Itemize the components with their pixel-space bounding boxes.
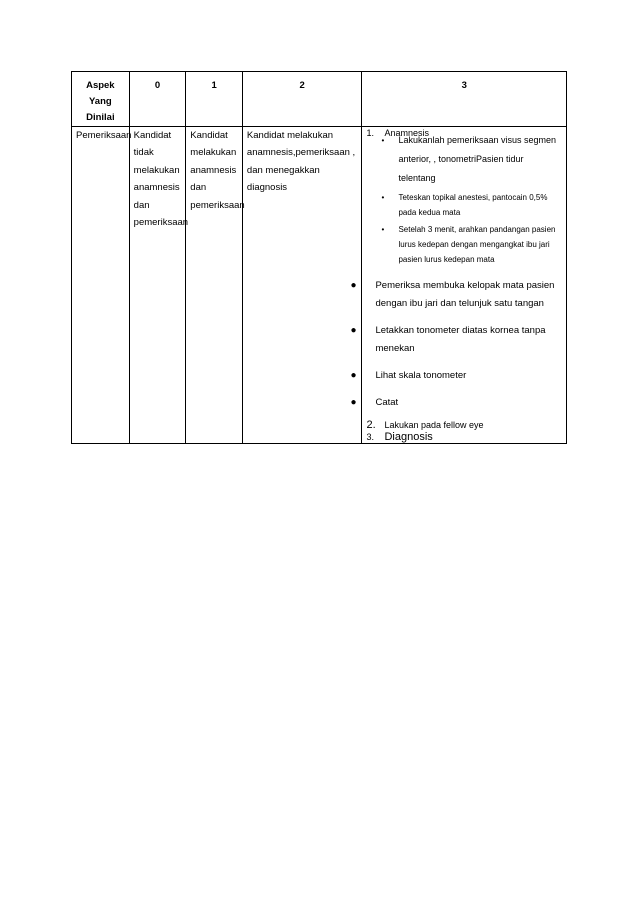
item-label: Diagnosis: [384, 431, 433, 443]
header-score-3: 3: [362, 72, 567, 127]
bullet-icon: •: [381, 225, 385, 234]
list-item-text: Lihat skala tonometer: [375, 370, 467, 381]
bullet-icon: •: [381, 193, 385, 202]
bullet-icon: ●: [350, 280, 357, 291]
score-0-cell: Kandidat tidak melakukan anamnesis dan pemeriksaan: [129, 127, 186, 444]
header-score-0: 0: [129, 72, 186, 127]
header-aspek: Aspek Yang Dinilai: [72, 72, 130, 127]
list-item-text: Letakkan tonometer diatas kornea tanpa menekan: [375, 325, 546, 354]
list-item-text: Lakukanlah pemeriksaan visus segmen anterior, , tonometriPasien tidur telentang: [398, 135, 557, 183]
numbered-item-diagnosis: [366, 431, 562, 443]
list-item-text: Catat: [375, 397, 399, 408]
list-item: [350, 394, 562, 412]
list-item: [381, 131, 562, 188]
list-item: [350, 277, 562, 313]
list-item-text: Pemeriksa membuka kelopak mata pasien dengan ibu jari dan telunjuk satu tangan: [375, 280, 555, 309]
list-item: [350, 367, 562, 385]
bullet-icon: ●: [350, 397, 357, 408]
item-label: Anamnesis: [384, 128, 429, 138]
numbered-item-fellow-eye: [366, 419, 562, 431]
header-row: [72, 72, 567, 127]
step-list: [350, 277, 562, 412]
score-3-cell: [350, 127, 567, 444]
score-1-cell: Kandidat melakukan anamnesis dan pemeriksaan: [186, 127, 243, 444]
list-item-text: Setelah 3 menit, arahkan pandangan pasien lurus kedepan dengan mengangkat ibu jari pasien lurus kedepan mata: [398, 225, 556, 264]
sub-list: [381, 131, 562, 267]
header-score-1: 1: [186, 72, 243, 127]
list-item: [381, 190, 562, 220]
bullet-icon: ●: [350, 325, 357, 336]
header-score-2: 2: [242, 72, 362, 127]
bullet-icon: ●: [350, 370, 357, 381]
score-2-cell: Kandidat melakukan anamnesis,pemeriksaan , dan menegakkan diagnosis: [242, 127, 362, 444]
item-number: 2.: [366, 419, 376, 431]
aspek-cell: Pemeriksaan: [72, 127, 130, 444]
list-item: [350, 322, 562, 358]
item-label: Lakukan pada fellow eye: [384, 420, 484, 430]
table-row: [72, 127, 567, 444]
list-item: [381, 222, 562, 267]
bullet-icon: •: [381, 136, 385, 145]
rubric-table: [71, 71, 567, 444]
list-item-text: Teteskan topikal anestesi, pantocain 0,5% pada kedua mata: [398, 193, 548, 217]
numbered-tail: [366, 419, 562, 443]
item-number: 3.: [366, 432, 374, 442]
item-number: 1.: [366, 128, 374, 138]
